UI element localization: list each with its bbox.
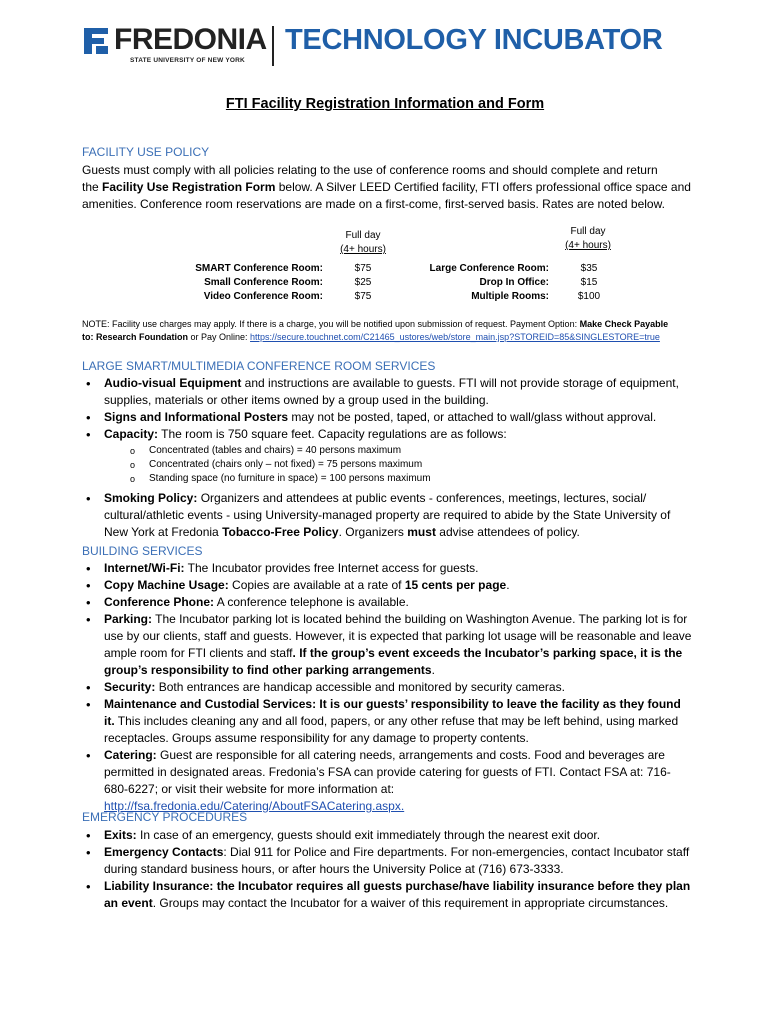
rate-room-label: SMART Conference Room:: [195, 263, 323, 274]
rates-header-hours: (4+ hours): [565, 240, 611, 251]
item-text: : Dial 911 for Police and Fire departments. For non-emergencies, contact Incubator staff during standard business hours, or after hours the University Police at (716) 673-3333.: [104, 845, 690, 876]
item-label: Parking:: [104, 612, 153, 626]
capacity-sublist: [104, 444, 694, 486]
header-logo: [82, 22, 682, 70]
rate-value: $100: [577, 291, 601, 302]
item-label: Audio-visual Equipment: [104, 376, 242, 390]
policy-line-3: amenities. Conference room reservations are made on a first-come, first-served basis. Rates are noted below.: [82, 197, 665, 211]
item-label: Internet/Wi-Fi:: [104, 561, 185, 575]
item-label: Catering:: [104, 748, 157, 762]
item-text: Guest are responsible for all catering needs, arrangements and costs. Food and beverages are permitted in designated areas. Fredonia’s FSA can provide catering for guests of FTI. Contact FSA at: 716-680-6227; or visit their website for more information at:: [104, 748, 671, 796]
item-label: Security:: [104, 680, 156, 694]
item-text: .: [431, 663, 435, 677]
item-text: In case of an emergency, guests should exit immediately through the nearest exit door.: [136, 828, 601, 842]
list-item-signs: [82, 409, 694, 426]
rates-header-right: [558, 225, 618, 253]
fredonia-logo-icon: [82, 26, 110, 56]
list-item-copy: [82, 577, 694, 594]
rate-value: $25: [354, 277, 372, 288]
heading-building-services: BUILDING SERVICES: [82, 544, 203, 558]
item-text: Organizers and attendees at public events - conferences, meetings, lectures, social/ cultural/athletic events - using University-managed property are required to abide by the State University of New York at Fredonia: [104, 491, 671, 539]
logo-incubator-title: TECHNOLOGY INCUBATOR: [285, 24, 663, 56]
item-text: .: [506, 578, 510, 592]
item-label: Emergency Contacts: [104, 845, 224, 859]
item-label: Smoking Policy:: [104, 491, 198, 505]
item-text: Both entrances are handicap accessible and monitored by security cameras.: [155, 680, 565, 694]
list-item-capacity: [82, 426, 694, 486]
list-item-catering: [82, 747, 694, 815]
emergency-list: [82, 827, 694, 912]
item-text: The Incubator provides free Internet access for guests.: [184, 561, 479, 575]
heading-emergency-procedures: EMERGENCY PROCEDURES: [82, 810, 248, 824]
policy-line-1: Guests must comply with all policies relating to the use of conference rooms and should complete and return: [82, 163, 658, 177]
rates-header-left: [333, 229, 393, 257]
item-label: Liability Insurance: the Incubator requires all guests purchase/have liability insurance before they plan an event: [104, 879, 691, 910]
fsa-catering-link[interactable]: http://fsa.fredonia.edu/Catering/AboutFSACatering.aspx.: [104, 799, 405, 813]
note-payee: to: Research Foundation: [82, 332, 189, 342]
list-item-smoking: [82, 490, 694, 541]
rates-right-values: [566, 262, 612, 304]
policy-text: the: [82, 180, 103, 194]
logo-divider: [272, 26, 274, 66]
item-label: Capacity:: [104, 427, 159, 441]
rate-room-label: Video Conference Room:: [203, 291, 323, 302]
list-item-av: [82, 375, 694, 409]
note-payable: Make Check Payable: [579, 319, 669, 329]
list-item-parking: [82, 611, 694, 679]
list-item-maintenance: [82, 696, 694, 747]
registration-form-ref: Facility Use Registration Form: [102, 180, 276, 194]
rate-room-label: Drop In Office:: [479, 277, 549, 288]
item-text: may not be posted, taped, or attached to wall/glass without approval.: [288, 410, 657, 424]
payment-note: [82, 318, 702, 344]
rate-value: $75: [354, 291, 372, 302]
rates-right-rooms: [400, 262, 549, 304]
note-text: or Pay Online:: [188, 332, 251, 342]
payment-link[interactable]: https://secure.touchnet.com/C21465_ustores/web/store_main.jsp?STOREID=85&SINGLESTORE=true: [250, 332, 660, 342]
item-label: Conference Phone:: [104, 595, 215, 609]
capacity-item: o Standing space (no furniture in space) = 100 persons maximum: [104, 472, 694, 486]
rates-header-label: Full day: [570, 226, 606, 237]
item-label: Copy Machine Usage:: [104, 578, 229, 592]
logo-subtitle: STATE UNIVERSITY OF NEW YORK: [130, 57, 245, 64]
list-item-security: [82, 679, 694, 696]
item-text: and instructions are available to guests. FTI will not provide storage of equipment, supplies, materials or other items owned by a group used in the building.: [104, 376, 679, 407]
rates-header-hours: (4+ hours): [340, 244, 386, 255]
rate-room-label: Multiple Rooms:: [471, 291, 549, 302]
item-text: Copies are available at a rate of: [228, 578, 405, 592]
item-emphasis: must: [407, 525, 436, 539]
logo-wordmark: FREDONIA: [114, 23, 267, 56]
list-item-contacts: [82, 844, 694, 878]
item-text: . Groups may contact the Incubator for a waiver of this requirement in appropriate circumstances.: [152, 896, 669, 910]
item-text: advise attendees of policy.: [435, 525, 580, 539]
capacity-item: o Concentrated (chairs only – not fixed) = 75 persons maximum: [104, 458, 694, 472]
item-emphasis: 15 cents per page: [404, 578, 507, 592]
item-label: Maintenance and Custodial Services: It is our guests’ responsibility to leave the facility as they found it.: [104, 697, 681, 728]
policy-text: below. A Silver LEED Certified facility, FTI offers professional office space and: [275, 180, 691, 194]
list-item-phone: [82, 594, 694, 611]
rate-room-label: Large Conference Room:: [429, 263, 549, 274]
policy-line-2: [82, 179, 692, 196]
item-text: . Organizers: [338, 525, 408, 539]
item-text: The room is 750 square feet. Capacity regulations are as follows:: [158, 427, 507, 441]
note-text: NOTE: Facility use charges may apply. If there is a charge, you will be notified upon submission of request. Payment Option:: [82, 319, 580, 329]
building-services-list: [82, 560, 694, 815]
rates-header-label: Full day: [345, 230, 381, 241]
list-item-exits: [82, 827, 694, 844]
heading-large-room-services: LARGE SMART/MULTIMEDIA CONFERENCE ROOM SERVICES: [82, 359, 436, 373]
item-text: A conference telephone is available.: [214, 595, 409, 609]
policy-paragraph: [82, 162, 692, 213]
rate-value: $35: [580, 263, 598, 274]
rate-value: $15: [580, 277, 598, 288]
heading-facility-use-policy: FACILITY USE POLICY: [82, 145, 210, 159]
item-label: Exits:: [104, 828, 137, 842]
document-title: FTI Facility Registration Information and Form: [225, 96, 545, 112]
rates-left-values: [340, 262, 386, 304]
item-emphasis: . If the group’s event exceeds the Incubator’s parking space, it is the group’s responsibility to find other parking arrangements: [104, 646, 683, 677]
large-room-list: [82, 375, 694, 541]
capacity-item: o Concentrated (tables and chairs) = 40 persons maximum: [104, 444, 694, 458]
list-item-wifi: [82, 560, 694, 577]
item-text: The Incubator parking lot is located behind the building on Washington Avenue. The parking lot is for use by our clients, staff and guests. However, it is expected that parking lot usage will be reasonable and leave ample room for FTI clients and staff: [104, 612, 692, 660]
list-item-insurance: [82, 878, 694, 912]
item-label: Signs and Informational Posters: [104, 410, 289, 424]
rate-value: $75: [354, 263, 372, 274]
tobacco-policy-ref: Tobacco-Free Policy: [222, 525, 339, 539]
rate-room-label: Small Conference Room:: [204, 277, 323, 288]
item-text: This includes cleaning any and all food, papers, or any other refuse that may be left behind, using marked receptacles. Groups assume responsibility for any damage to property contents.: [104, 714, 679, 745]
rates-left-rooms: [170, 262, 323, 304]
